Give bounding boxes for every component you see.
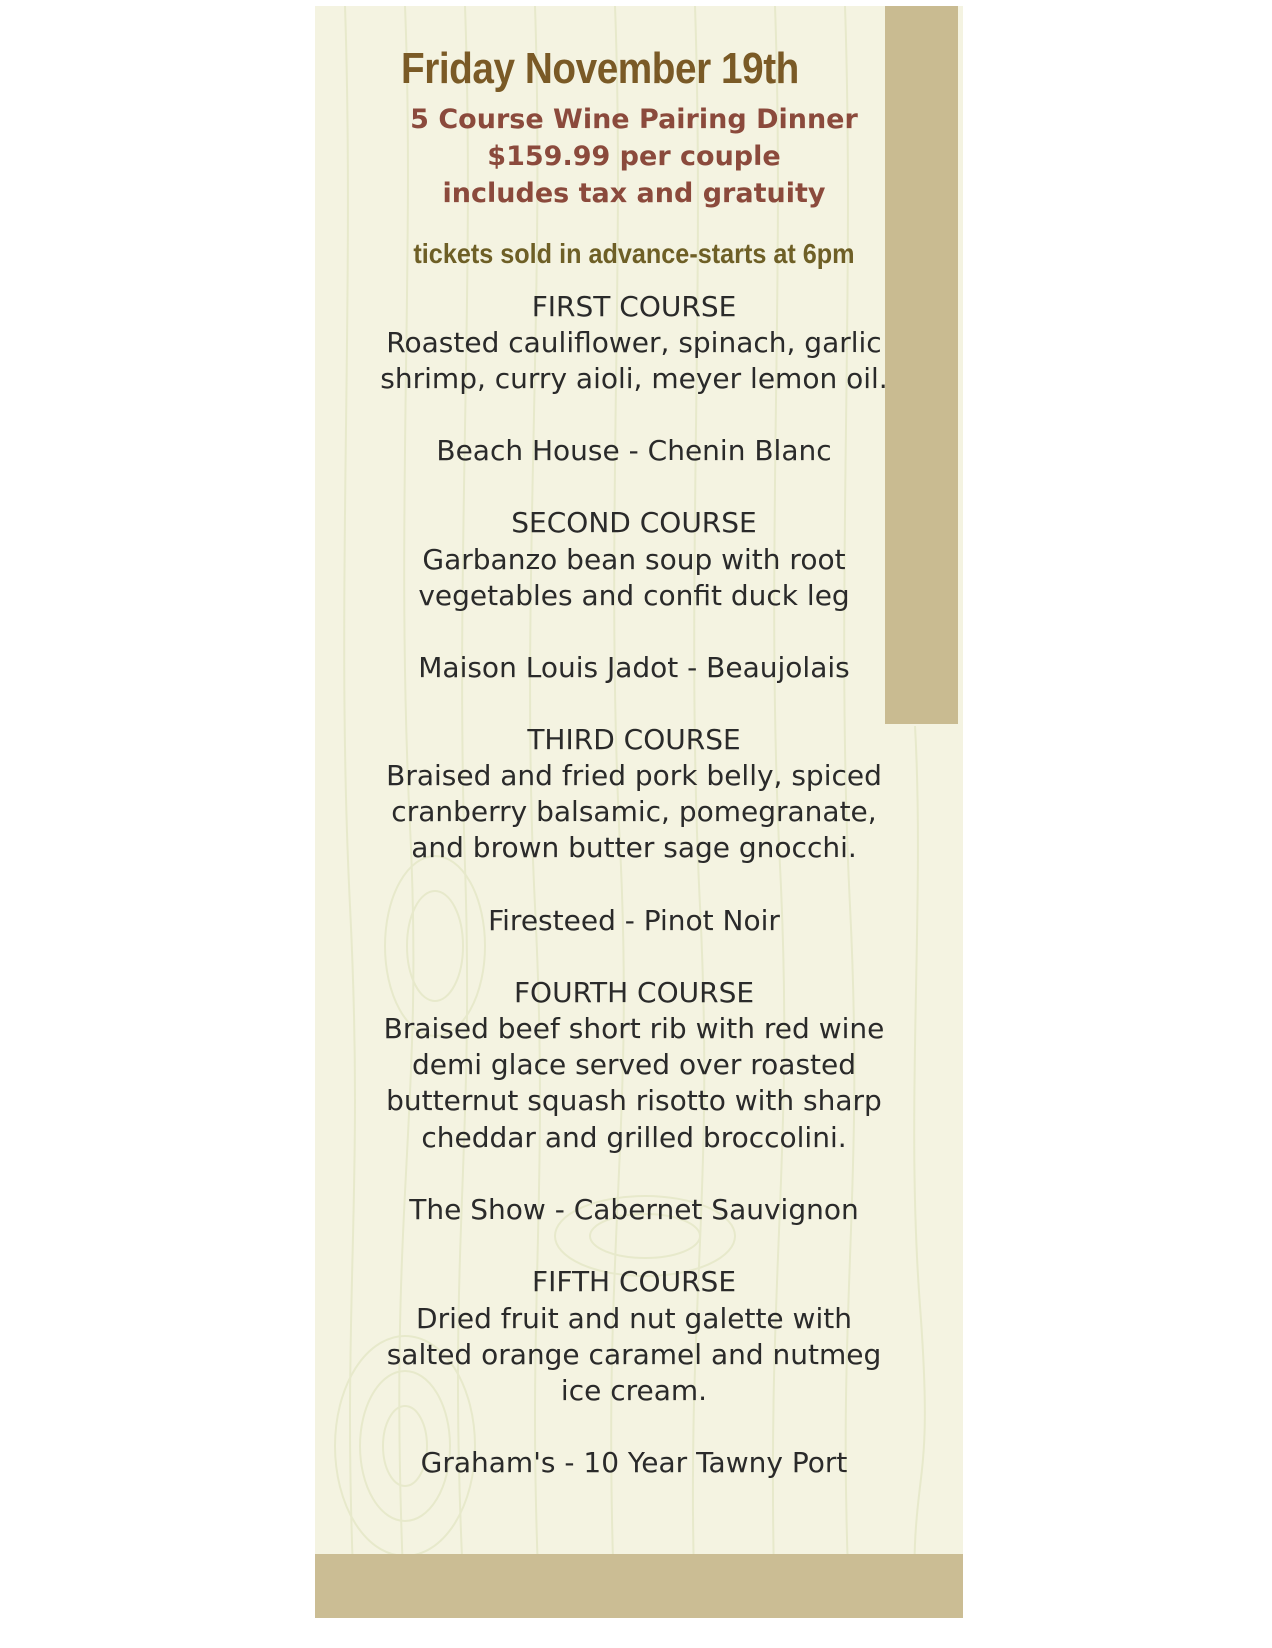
- menu-card: [315, 6, 963, 1618]
- course-description-line: Braised and fried pork belly, spiced: [386, 759, 882, 792]
- price-note: includes tax and gratuity: [442, 178, 826, 209]
- course-description-line: ice cream.: [560, 1374, 708, 1407]
- ticket-info: tickets sold in advance-starts at 6pm: [413, 238, 855, 269]
- course-description-line: Roasted cauliflower, spinach, garlic: [386, 326, 882, 359]
- course-description-line: salted orange caramel and nutmeg: [386, 1338, 882, 1371]
- wine-pairing: Firesteed - Pinot Noir: [488, 904, 780, 937]
- course-description-line: shrimp, curry aioli, meyer lemon oil.: [380, 362, 888, 395]
- event-date-title: Friday November 19th: [401, 44, 799, 93]
- course-description-line: cranberry balsamic, pomegranate,: [391, 795, 877, 828]
- event-price: $159.99 per couple: [487, 141, 781, 172]
- course-description-line: Braised beef short rib with red wine: [383, 1012, 885, 1045]
- course-description-line: cheddar and grilled broccolini.: [421, 1121, 847, 1154]
- course-description-line: demi glace served over roasted: [411, 1048, 857, 1081]
- event-name: 5 Course Wine Pairing Dinner: [410, 104, 858, 135]
- decorative-bottom-bar: [315, 1554, 963, 1618]
- course-heading: FOURTH COURSE: [513, 976, 755, 1009]
- wine-pairing: The Show - Cabernet Sauvignon: [409, 1193, 859, 1226]
- course-description-line: and brown butter sage gnocchi.: [411, 831, 857, 864]
- course-heading: FIRST COURSE: [531, 290, 737, 323]
- wine-pairing: Graham's - 10 Year Tawny Port: [420, 1446, 848, 1479]
- wine-pairing: Beach House - Chenin Blanc: [436, 434, 832, 467]
- course-description-line: butternut squash risotto with sharp: [386, 1084, 882, 1117]
- course-description-line: Dried fruit and nut galette with: [416, 1302, 852, 1335]
- course-heading: SECOND COURSE: [511, 506, 757, 539]
- course-heading: FIFTH COURSE: [531, 1265, 737, 1298]
- course-heading: THIRD COURSE: [527, 723, 741, 756]
- course-description-line: vegetables and confit duck leg: [418, 579, 850, 612]
- wine-pairing: Maison Louis Jadot - Beaujolais: [418, 651, 850, 684]
- course-description-line: Garbanzo bean soup with root: [422, 543, 846, 576]
